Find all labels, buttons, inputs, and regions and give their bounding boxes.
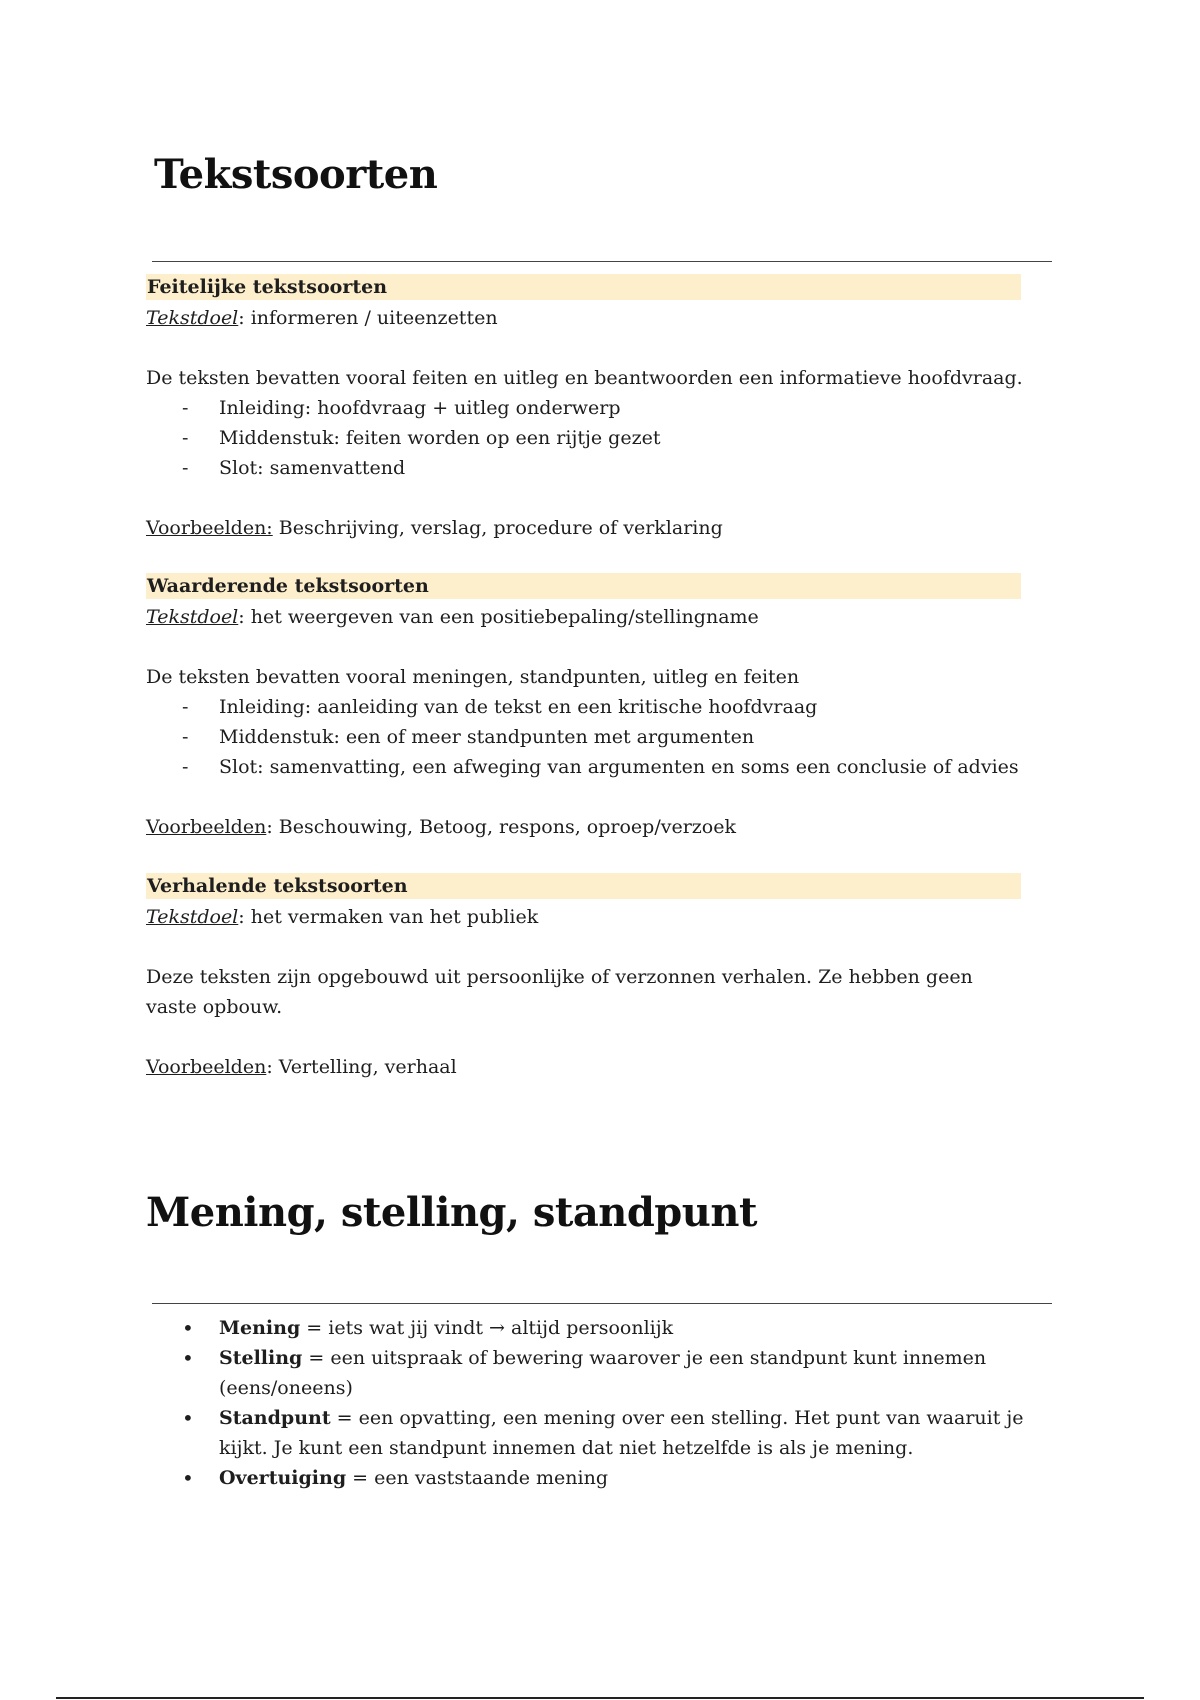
- voorbeelden-line: [146, 1052, 1046, 1082]
- list-item: [146, 1403, 1059, 1463]
- tekstdoel-label: Tekstdoel: [146, 307, 239, 329]
- title-underline: [152, 1303, 1052, 1304]
- definitions-block: [146, 1313, 1046, 1493]
- list-item: - Slot: samenvatting, een afweging van argumenten en soms een conclusie of advies: [146, 752, 1046, 782]
- definition: = iets wat jij vindt → altijd persoonlijk: [300, 1317, 674, 1339]
- voorbeelden-line: [146, 812, 1046, 842]
- tekstdoel-line: [146, 303, 1046, 333]
- term: Overtuiging: [219, 1467, 347, 1489]
- section-title-tekstsoorten: Tekstsoorten: [154, 151, 438, 198]
- list-item: - Inleiding: aanleiding van de tekst en een kritische hoofdvraag: [146, 692, 1046, 722]
- intro-text: Deze teksten zijn opgebouwd uit persoonlijke of verzonnen verhalen. Ze hebben geen vaste opbouw.: [146, 966, 973, 1018]
- list-item: - Inleiding: hoofdvraag + uitleg onderwerp: [146, 393, 1046, 423]
- definition: = een uitspraak of bewering waarover je een standpunt kunt innemen (eens/oneens): [219, 1347, 987, 1399]
- tekstdoel-label: Tekstdoel: [146, 606, 239, 628]
- structure-list: [146, 393, 1046, 483]
- list-item: [146, 1463, 1046, 1493]
- tekstdoel-text: : het weergeven van een positiebepaling/stellingname: [238, 606, 759, 628]
- voorbeelden-label: Voorbeelden: [146, 816, 267, 838]
- title-underline: [152, 261, 1052, 262]
- list-item: - Middenstuk: een of meer standpunten met argumenten: [146, 722, 1046, 752]
- definition: = een vaststaande mening: [346, 1467, 609, 1489]
- list-item: - Middenstuk: feiten worden op een rijtje gezet: [146, 423, 1046, 453]
- structure-list: [146, 692, 1046, 782]
- voorbeelden-line: [146, 513, 1046, 543]
- term: Stelling: [219, 1347, 303, 1369]
- voorbeelden-label: Voorbeelden: [146, 1056, 267, 1078]
- list-item: [146, 1313, 1046, 1343]
- tekstdoel-line: [146, 902, 1046, 932]
- voorbeelden-text: : Beschouwing, Betoog, respons, oproep/verzoek: [266, 816, 736, 838]
- group-heading: Waarderende tekstsoorten: [146, 573, 1021, 599]
- term: Standpunt: [219, 1407, 331, 1429]
- voorbeelden-text: : Vertelling, verhaal: [266, 1056, 457, 1078]
- intro-text: De teksten bevatten vooral feiten en uitleg en beantwoorden een informatieve hoofdvraag.: [146, 367, 1023, 389]
- voorbeelden-text: Beschrijving, verslag, procedure of verklaring: [272, 517, 723, 539]
- definitions-list: [146, 1313, 1046, 1493]
- tekstdoel-label: Tekstdoel: [146, 906, 239, 928]
- list-item: - Slot: samenvattend: [146, 453, 1046, 483]
- page-bottom-border: [56, 1697, 1144, 1699]
- list-item: [146, 1343, 1039, 1403]
- definition: = een opvatting, een mening over een stelling. Het punt van waaruit je kijkt. Je kunt een standpunt innemen dat niet hetzelfde is als je mening.: [219, 1407, 1024, 1459]
- tekstdoel-line: [146, 602, 1046, 632]
- section-title-mening: Mening, stelling, standpunt: [146, 1189, 757, 1236]
- intro-text: De teksten bevatten vooral meningen, standpunten, uitleg en feiten: [146, 666, 800, 688]
- group-feitelijk: [146, 274, 1046, 543]
- voorbeelden-label: Voorbeelden:: [146, 517, 273, 539]
- group-heading: Feitelijke tekstsoorten: [146, 274, 1021, 300]
- term: Mening: [219, 1317, 301, 1339]
- group-waarderend: [146, 573, 1046, 842]
- group-heading: Verhalende tekstsoorten: [146, 873, 1021, 899]
- group-verhalend: [146, 873, 1046, 1082]
- tekstdoel-text: : informeren / uiteenzetten: [238, 307, 498, 329]
- tekstdoel-text: : het vermaken van het publiek: [238, 906, 539, 928]
